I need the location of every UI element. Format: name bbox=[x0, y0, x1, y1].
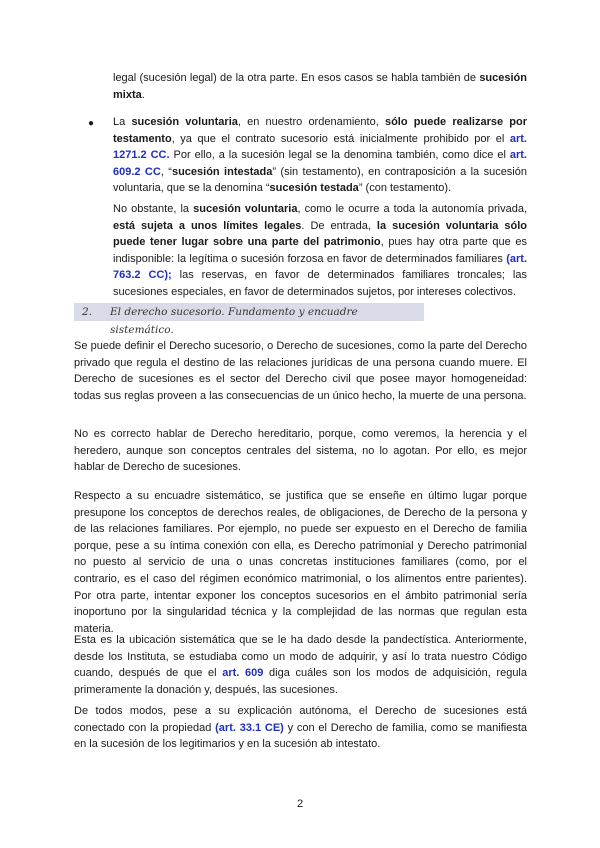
article-link[interactable]: art. 609.2 CC bbox=[113, 149, 527, 178]
paragraph-encuadre: Respecto a su encuadre sistemático, se justifica que se enseñe en último lugar porque presupone los conceptos de derechos reales, de obligaciones, de Derecho de la persona y de las relaciones familiares. Por ejemplo, no puede ser expuesto en el Derecho de familia porque, pese a su íntima conexión con ella, es Derecho patrimonial y Derecho patrimonial no puesto al servicio de una o unas concretas instituciones familiares (como, por el contrario, es el caso del régimen económico matrimonial, o los alimentos entre parientes). Por otra parte, intentar exponer los conceptos sucesorios en el ámbito patrimonial sería inoportuno por la singularidad técnica y la complejidad de las normas que regulan esta materia. bbox=[74, 490, 527, 635]
section-title: El derecho sucesorio. Fundamento y encuadre sistemático. bbox=[110, 306, 358, 336]
section-number: 2. bbox=[82, 306, 93, 318]
paragraph-ubicacion: Esta es la ubicación sistemática que se le ha dado desde la pandectística. Anteriormente, desde los Instituta, se estudiaba como un modo de adquirir, y así lo trata nuestro Código cuando, después de que el art. 609 diga cuáles son los modos de adquisición, regula primeramente la donación y, después, las sucesiones. bbox=[74, 634, 527, 696]
article-link[interactable]: art. 1271.2 CC. bbox=[113, 132, 527, 162]
section-heading bbox=[74, 303, 424, 336]
paragraph-definicion: Se puede definir el Derecho sucesorio, o Derecho de sucesiones, como la parte del Derecho privado que regula el destino de las relaciones jurídicas de una persona cuando muere. El Derecho de sucesiones es el sector del Derecho civil que posee mayor homogeneidad: todas sus reglas proveen a las consecuencias de un único hecho, la muerte de una persona. bbox=[74, 340, 527, 402]
bullet-icon: ● bbox=[88, 118, 95, 129]
article-link[interactable]: (art. 763.2 CC); bbox=[113, 252, 527, 282]
page-number: 2 bbox=[296, 798, 304, 810]
article-link[interactable]: (art. 33.1 CE) bbox=[215, 721, 284, 734]
paragraph-limites-legales: No obstante, la sucesión voluntaria, como le ocurre a toda la autonomía privada, está sujeta a unos límites legales. De entrada, la sucesión voluntaria sólo puede tener lugar sobre una parte del patrimonio, pues hay otra parte que es indisponible: la legítima o sucesión forzosa en favor de determinados familiares (art. 763.2 CC); las reservas, en favor de determinados familiares troncales; las sucesiones especiales, en favor de determinados sujetos, por intereses colectivos. bbox=[113, 203, 527, 298]
article-link[interactable]: art. 609 bbox=[222, 667, 264, 680]
paragraph-conexion: De todos modos, pese a su explicación autónoma, el Derecho de sucesiones está conectado con la propiedad (art. 33.1 CE) y con el Derecho de familia, como se manifiesta en la sucesión de los legitimarios y en la sucesión ab intestato. bbox=[74, 705, 528, 751]
paragraph-continuation: legal (sucesión legal) de la otra parte. En esos casos se habla también de sucesión mixta. bbox=[113, 72, 527, 101]
paragraph-derecho-hereditario: No es correcto hablar de Derecho hereditario, porque, como veremos, la herencia y el heredero, aunque son conceptos centrales del sistema, no lo agotan. Por ello, es mejor hablar de Derecho de sucesiones. bbox=[74, 428, 527, 474]
paragraph-sucesion-voluntaria: La sucesión voluntaria, en nuestro ordenamiento, sólo puede realizarse por testamento, ya que el contrato sucesorio está inicialmente prohibido por el art. 1271.2 CC. Por ello, a la sucesión legal se la denomina también, como dice el art. 609.2 CC, “sucesión intestada” (sin testamento), en contraposición a la sucesión voluntaria, que se la denomina “sucesión testada” (con testamento). bbox=[113, 116, 528, 195]
